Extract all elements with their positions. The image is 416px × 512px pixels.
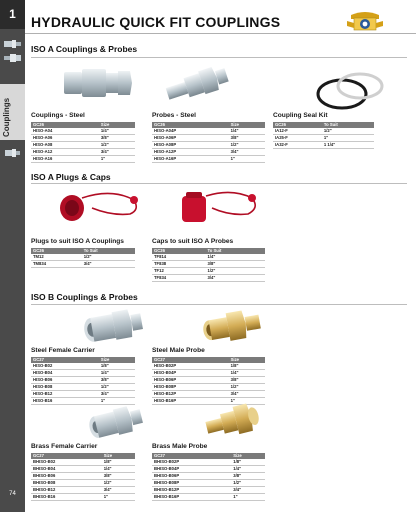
table-title: Brass Male Probe xyxy=(152,443,208,450)
part-number: HISO-A04P xyxy=(154,128,177,133)
page-title: HYDRAULIC QUICK FIT COUPLINGS xyxy=(31,14,281,30)
table-title: Coupling Seal Kit xyxy=(273,112,328,119)
part-number: HISO-B02 xyxy=(33,363,53,368)
size-value: 3/8" xyxy=(100,135,109,140)
part-number: BHISO-B06 xyxy=(33,473,56,478)
column-header: Size xyxy=(102,453,135,459)
size-value: 3/4" xyxy=(100,149,109,154)
part-number: TF12 xyxy=(154,268,164,273)
column-header: GC26 xyxy=(152,122,229,128)
part-number: HISO-A16 xyxy=(33,156,53,161)
part-number: HISO-B02P xyxy=(154,363,177,368)
part-number: HISO-B12 xyxy=(33,391,53,396)
part-number: HISO-A16P xyxy=(154,156,177,161)
steel-male-table xyxy=(152,347,265,405)
column-header: Size xyxy=(229,357,265,363)
size-value: 1" xyxy=(323,135,329,140)
table-row xyxy=(152,268,265,275)
probe-thumbnail-icon xyxy=(3,52,22,64)
size-value: 1" xyxy=(100,398,106,403)
steel-probe-image xyxy=(158,60,238,108)
table-row xyxy=(31,494,135,501)
part-number: HISO-A06P xyxy=(154,135,177,140)
size-value: 1/4" xyxy=(230,370,239,375)
table-row xyxy=(31,370,135,377)
part-number: BHISO-B04 xyxy=(33,466,56,471)
part-number: HISO-B08P xyxy=(154,384,177,389)
size-value: 1/2" xyxy=(83,254,92,259)
size-value: 1" xyxy=(230,398,235,403)
header-divider xyxy=(25,33,416,34)
company-crest-logo xyxy=(345,9,385,33)
size-value: 3/8" xyxy=(233,473,242,478)
column-header: GC26 xyxy=(273,122,322,128)
table-row xyxy=(152,142,265,149)
table-row xyxy=(152,384,265,391)
table-row xyxy=(31,466,135,473)
size-value: 1/2" xyxy=(207,268,216,273)
column-header: GC27 xyxy=(152,357,229,363)
section-title-plugs-caps: ISO A Plugs & Caps xyxy=(31,172,111,182)
part-number: HISO-B06 xyxy=(33,377,53,382)
column-header: Size xyxy=(99,122,135,128)
size-value: 3/4" xyxy=(103,487,112,492)
section-title-iso-b: ISO B Couplings & Probes xyxy=(31,292,138,302)
table-row xyxy=(152,275,265,282)
part-number: BHISO-B12P xyxy=(154,487,180,492)
table-row xyxy=(152,156,265,163)
section-divider xyxy=(31,304,407,305)
table-title: Plugs to suit ISO A Couplings xyxy=(31,238,124,245)
column-header: To Suit xyxy=(206,248,265,254)
couplings-steel-table xyxy=(31,112,135,163)
section-title-iso-a: ISO A Couplings & Probes xyxy=(31,44,138,54)
part-number: HISO-B16 xyxy=(33,398,53,403)
table-row xyxy=(152,377,265,384)
size-value: 1/2" xyxy=(323,128,332,133)
plugs-table xyxy=(31,238,135,268)
chapter-sidebar xyxy=(0,0,25,512)
table-row xyxy=(31,473,135,480)
seal-kit-table xyxy=(273,112,374,149)
column-header: Size xyxy=(231,453,265,459)
table-row xyxy=(152,473,265,480)
table-row xyxy=(31,487,135,494)
size-value: 3/8" xyxy=(103,473,112,478)
size-value: 3/8" xyxy=(100,377,109,382)
size-value: 1/4" xyxy=(207,254,216,259)
steel-male-probe-image xyxy=(198,306,270,346)
table-row xyxy=(31,261,135,268)
part-number: HISO-B16P xyxy=(154,398,177,403)
size-value: 1/2" xyxy=(233,480,242,485)
part-number: BHISO-B16 xyxy=(33,494,56,499)
part-number: BHISO-B16P xyxy=(154,494,180,499)
table-row xyxy=(31,149,135,156)
part-number: HISO-A08P xyxy=(154,142,177,147)
steel-female-table xyxy=(31,347,135,405)
size-value: 3/8" xyxy=(207,261,216,266)
table-row xyxy=(273,135,374,142)
size-value: 1/2" xyxy=(100,384,109,389)
table-row xyxy=(31,156,135,163)
part-number: HISO-B04 xyxy=(33,370,53,375)
seal-kit-rings-image xyxy=(312,70,387,112)
part-number: BHISO-B02P xyxy=(154,459,180,464)
table-row xyxy=(31,377,135,384)
size-value: 3/4" xyxy=(100,391,109,396)
size-value: 1 1/4" xyxy=(323,142,336,147)
column-header: GC27 xyxy=(31,453,102,459)
table-title: Steel Male Probe xyxy=(152,347,205,354)
part-number: HISO-A06 xyxy=(33,135,53,140)
size-value: 1" xyxy=(100,156,106,161)
part-number: BHISO-B12 xyxy=(33,487,56,492)
steel-coupling-image xyxy=(40,58,140,108)
table-title: Steel Female Carrier xyxy=(31,347,95,354)
coupling-thumbnail-icon xyxy=(3,38,22,50)
brass-male-probe-image xyxy=(200,400,268,442)
steel-female-carrier-image xyxy=(78,306,150,346)
table-row xyxy=(31,142,135,149)
column-header: To Suit xyxy=(322,122,374,128)
size-value: 1/8" xyxy=(230,363,239,368)
brass-female-table xyxy=(31,443,135,501)
table-row xyxy=(152,480,265,487)
part-number: HISO-A12 xyxy=(33,149,53,154)
size-value: 1" xyxy=(103,494,109,499)
size-value: 3/4" xyxy=(207,275,216,280)
part-number: HISO-A12P xyxy=(154,149,177,154)
table-row xyxy=(31,384,135,391)
table-row xyxy=(152,487,265,494)
size-value: 1/8" xyxy=(103,459,112,464)
part-number: BHISO-B04P xyxy=(154,466,180,471)
size-value: 1/4" xyxy=(100,128,109,133)
size-value: 3/8" xyxy=(230,377,239,382)
part-number: TM12 xyxy=(33,254,44,259)
table-row xyxy=(152,391,265,398)
column-header: GC27 xyxy=(31,357,99,363)
part-number: IA32-F xyxy=(275,142,288,147)
size-value: 1/2" xyxy=(103,480,112,485)
probes-steel-table xyxy=(152,112,265,163)
part-number: BHISO-B08P xyxy=(154,480,180,485)
section-tab-label: Couplings xyxy=(2,97,11,137)
table-title: Couplings - Steel xyxy=(31,112,85,119)
part-number: HISO-A04 xyxy=(33,128,53,133)
size-value: 3/8" xyxy=(230,135,239,140)
column-header: Size xyxy=(229,122,265,128)
size-value: 3/4" xyxy=(230,391,239,396)
table-row xyxy=(152,494,265,501)
part-number: BHISO-B06P xyxy=(154,473,180,478)
red-dust-plug-image xyxy=(52,186,148,232)
brass-female-carrier-image xyxy=(84,402,150,442)
fitting-thumbnail-icon xyxy=(3,147,22,159)
part-number: TF838 xyxy=(154,261,167,266)
page-number: 74 xyxy=(9,491,16,497)
part-number: TF834 xyxy=(154,275,167,280)
table-title: Probes - Steel xyxy=(152,112,196,119)
part-number: HISO-B08 xyxy=(33,384,53,389)
table-title: Brass Female Carrier xyxy=(31,443,98,450)
size-value: 1" xyxy=(233,494,238,499)
size-value: 1/2" xyxy=(230,142,239,147)
column-header: To Suit xyxy=(82,248,135,254)
column-header: GC26 xyxy=(152,248,206,254)
size-value: 1" xyxy=(230,156,235,161)
section-divider xyxy=(31,183,407,184)
chapter-number: 1 xyxy=(0,0,25,29)
size-value: 1/4" xyxy=(233,466,242,471)
column-header: Size xyxy=(99,357,135,363)
column-header: GC27 xyxy=(152,453,231,459)
part-number: BHISO-B08 xyxy=(33,480,56,485)
table-row xyxy=(152,261,265,268)
table-row xyxy=(31,135,135,142)
column-header: GC26 xyxy=(31,248,82,254)
table-row xyxy=(152,370,265,377)
size-value: 1/4" xyxy=(230,128,239,133)
part-number: HISO-A08 xyxy=(33,142,53,147)
size-value: 1/8" xyxy=(233,459,242,464)
brass-male-table xyxy=(152,443,265,501)
part-number: HISO-B12P xyxy=(154,391,177,396)
size-value: 3/4" xyxy=(233,487,242,492)
table-row xyxy=(152,149,265,156)
size-value: 1/4" xyxy=(100,370,109,375)
red-dust-cap-image xyxy=(172,186,268,232)
part-number: TM834 xyxy=(33,261,47,266)
part-number: HISO-B06P xyxy=(154,377,177,382)
part-number: TF814 xyxy=(154,254,167,259)
size-value: 3/4" xyxy=(83,261,92,266)
table-row xyxy=(273,142,374,149)
table-row xyxy=(152,466,265,473)
size-value: 1/4" xyxy=(103,466,112,471)
part-number: BHISO-B02 xyxy=(33,459,56,464)
part-number: IA25-F xyxy=(275,135,288,140)
table-row xyxy=(31,391,135,398)
caps-table xyxy=(152,238,265,282)
size-value: 1/2" xyxy=(230,384,239,389)
table-title: Caps to suit ISO A Probes xyxy=(152,238,234,245)
table-row xyxy=(152,135,265,142)
size-value: 3/4" xyxy=(230,149,239,154)
size-value: 1/8" xyxy=(100,363,109,368)
part-number: HISO-B04P xyxy=(154,370,177,375)
size-value: 1/2" xyxy=(100,142,109,147)
part-number: IA12-F xyxy=(275,128,288,133)
table-row xyxy=(31,480,135,487)
column-header: GC26 xyxy=(31,122,99,128)
